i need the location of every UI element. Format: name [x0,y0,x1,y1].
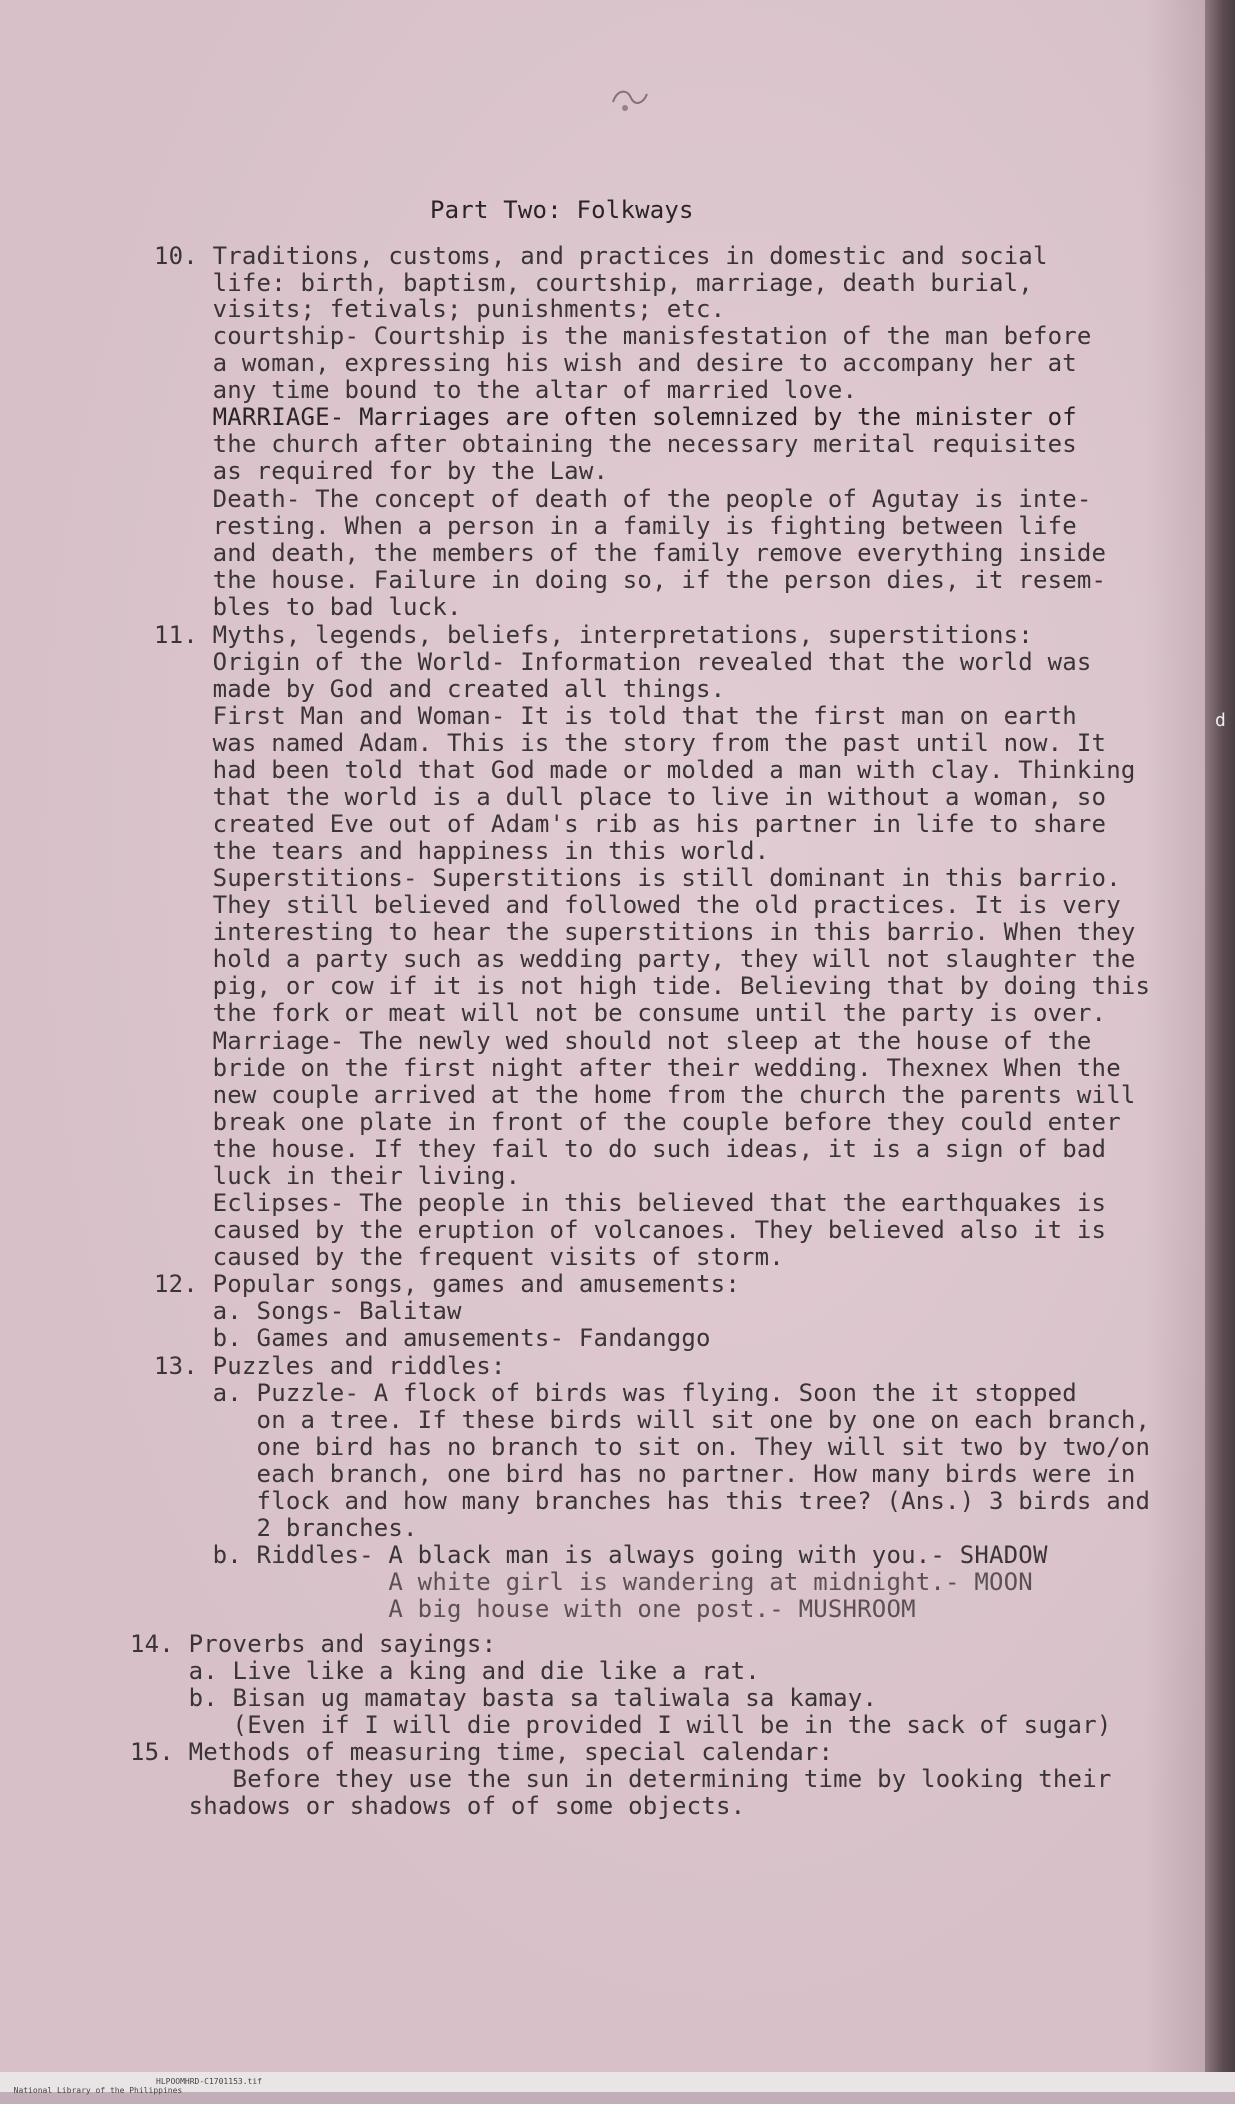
text-line: a woman, expressing his wish and desire to accompany her at [154,349,1077,377]
text-line: Marriage- The newly wed should not sleep at the house of the [154,1027,1092,1055]
text-line: bles to bad luck. [154,593,462,621]
text-line: shadows or shadows of of some objects. [130,1792,746,1820]
text-line: 15. Methods of measuring time, special calendar: [130,1738,834,1766]
text-line: MARRIAGE- Marriages are often solemnized by the minister of [154,403,1077,431]
text-line: Death- The concept of death of the people of Agutay is inte- [154,485,1092,513]
text-line: that the world is a dull place to live in without a woman, so [154,783,1107,811]
text-line: 11. Myths, legends, beliefs, interpretations, superstitions: [154,621,1033,649]
ink-smudge-mark [605,80,655,120]
text-line: courtship- Courtship is the manisfestation of the man before [154,322,1092,350]
text-line: 14. Proverbs and sayings: [130,1630,497,1658]
text-line: a. Songs- Balitaw [154,1297,462,1325]
text-line: any time bound to the altar of married love. [154,376,858,404]
text-line: break one plate in front of the couple before they could enter [154,1108,1121,1136]
text-line: (Even if I will die provided I will be in the sack of sugar) [130,1711,1112,1739]
text-line: 13. Puzzles and riddles: [154,1352,506,1380]
text-line: Origin of the World- Information revealed that the world was [154,648,1092,676]
text-line: pig, or cow if it is not high tide. Believing that by doing this [154,972,1151,1000]
margin-mark-d: d [1215,710,1226,731]
text-line: made by God and created all things. [154,675,726,703]
text-line: and death, the members of the family remove everything inside [154,539,1107,567]
text-line: a. Puzzle- A flock of birds was flying. Soon the it stopped [154,1379,1077,1407]
text-line: Superstitions- Superstitions is still dominant in this barrio. [154,864,1121,892]
text-line: one bird has no branch to sit on. They will sit two by two/on [154,1433,1151,1461]
scan-footer-text [4,2077,262,2104]
footer-file: HLPOOMHRD-C1701153.tif [156,2077,262,2086]
text-line: caused by the eruption of volcanoes. They believed also it is [154,1216,1107,1244]
text-line: They still believed and followed the old practices. It is very [154,891,1121,919]
binding-edge [1205,0,1235,2072]
text-line: life: birth, baptism, courtship, marriage, death burial, [154,269,1033,297]
text-line: the fork or meat will not be consume until the party is over. [154,999,1107,1027]
text-line: bride on the first night after their wedding. Thexnex When the [154,1054,1121,1082]
text-line: 10. Traditions, customs, and practices in domestic and social [154,242,1048,270]
text-line: resting. When a person in a family is fighting between life [154,512,1077,540]
text-line: caused by the frequent visits of storm. [154,1243,784,1271]
text-line: b. Bisan ug mamatay basta sa taliwala sa kamay. [130,1684,878,1712]
text-line: interesting to hear the superstitions in this barrio. When they [154,918,1136,946]
text-line: the house. Failure in doing so, if the person dies, it resem- [154,566,1107,594]
text-line: A big house with one post.- MUSHROOM [154,1595,916,1623]
text-line: the house. If they fail to do such ideas, it is a sign of bad [154,1135,1107,1163]
text-line: a. Live like a king and die like a rat. [130,1657,760,1685]
text-line: 2 branches. [154,1514,418,1542]
footer-source: National Library of the Philippines [13,2086,183,2095]
text-line: on a tree. If these birds will sit one by one on each branch, [154,1406,1151,1434]
text-line: the tears and happiness in this world. [154,837,770,865]
text-line: First Man and Woman- It is told that the first man on earth [154,702,1077,730]
text-line: Eclipses- The people in this believed that the earthquakes is [154,1189,1107,1217]
text-line: was named Adam. This is the story from the past until now. It [154,729,1107,757]
text-line: each branch, one bird has no partner. How many birds were in [154,1460,1136,1488]
text-line: b. Games and amusements- Fandanggo [154,1324,711,1352]
text-line: had been told that God made or molded a man with clay. Thinking [154,756,1136,784]
document-title: Part Two: Folkways [430,196,694,224]
text-line: A white girl is wandering at midnight.- MOON [154,1568,1033,1596]
text-line: Before they use the sun in determining time by looking their [130,1765,1112,1793]
text-line: new couple arrived at the home from the church the parents will [154,1081,1136,1109]
text-line: visits; fetivals; punishments; etc. [154,295,726,323]
text-line: luck in their living. [154,1162,521,1190]
text-line: the church after obtaining the necessary merital requisites [154,430,1077,458]
text-line: hold a party such as wedding party, they will not slaughter the [154,945,1136,973]
text-line: created Eve out of Adam's rib as his partner in life to share [154,810,1107,838]
text-line: 12. Popular songs, games and amusements: [154,1270,740,1298]
text-line: as required for by the Law. [154,457,609,485]
text-line: b. Riddles- A black man is always going with you.- SHADOW [154,1541,1048,1569]
text-line: flock and how many branches has this tree? (Ans.) 3 birds and [154,1487,1151,1515]
